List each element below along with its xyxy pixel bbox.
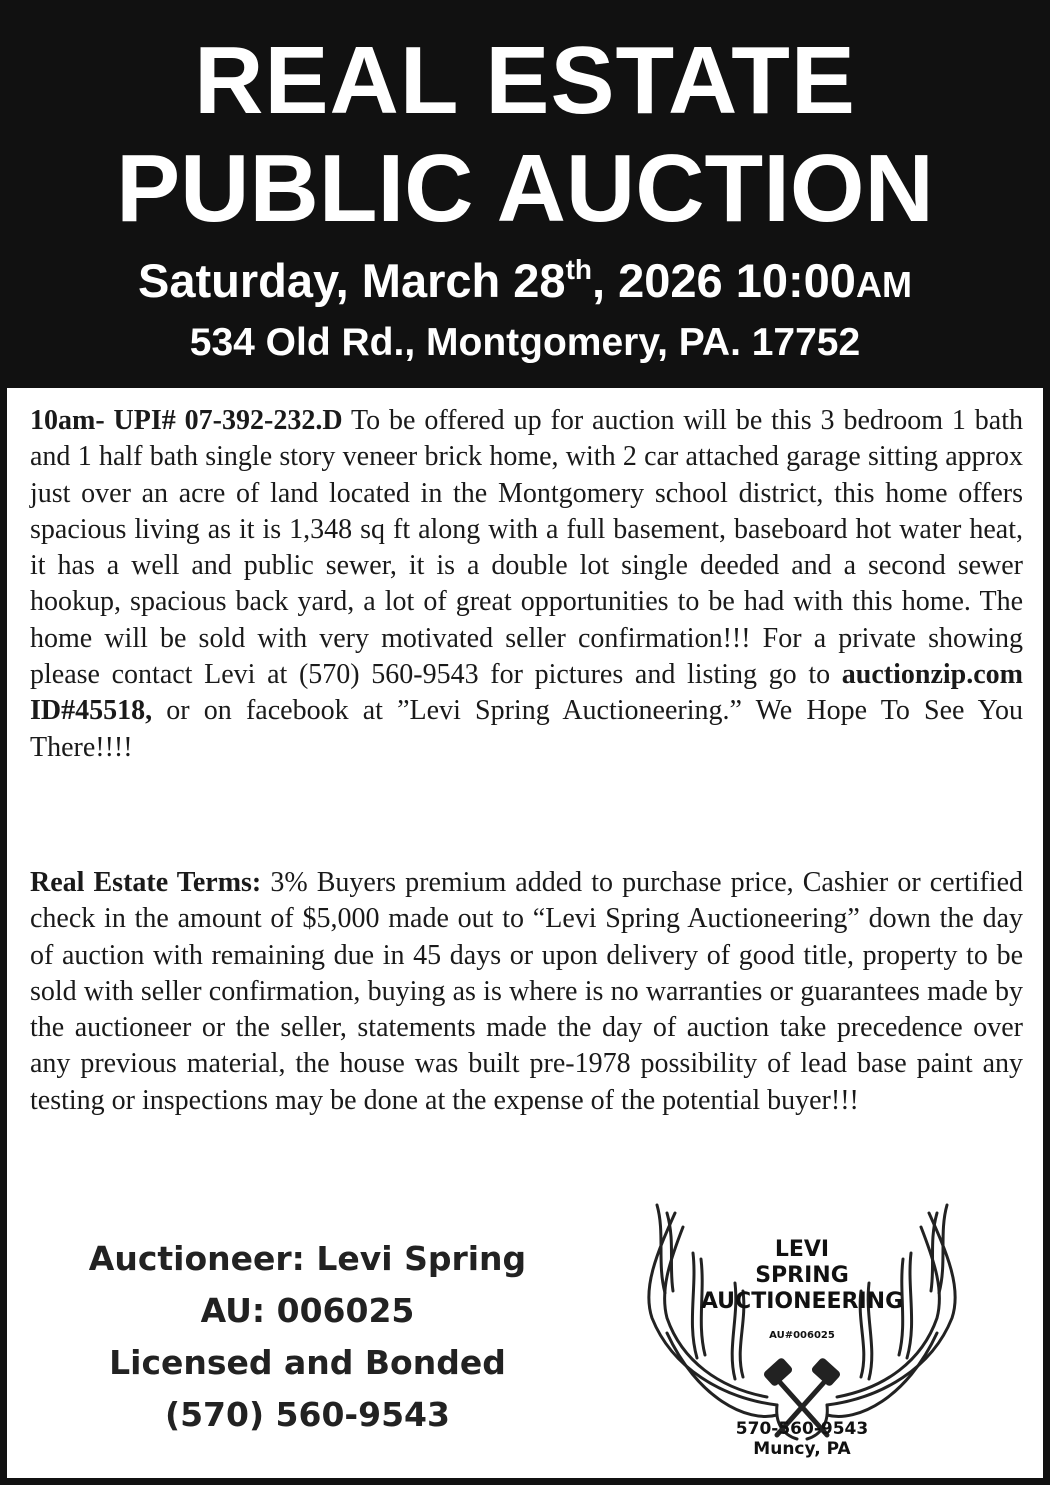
headline-public-auction: PUBLIC AUCTION <box>116 135 934 242</box>
auctioneer-license: AU: 006025 <box>200 1291 415 1330</box>
auctioneer-block <box>25 1233 590 1441</box>
levi-spring-logo <box>627 1183 977 1475</box>
description-closing: or on facebook at ”Levi Spring Auctioneering.” We Hope To See You There!!!! <box>30 695 1023 763</box>
logo-phone: 570-560-9543 <box>735 1419 869 1439</box>
logo-au-number: AU#006025 <box>769 1330 835 1341</box>
terms-lead: Real Estate Terms: <box>30 867 262 898</box>
real-estate-terms <box>30 865 1023 1119</box>
property-address: 534 Old Rd., Montgomery, PA. 17752 <box>189 321 861 364</box>
logo-auctioneering: AUCTIONEERING <box>700 1289 904 1314</box>
description-text: To be offered up for auction will be this 3 bedroom 1 bath and 1 half bath single story veneer brick home, with 2 car attached garage sitting approx just over an acre of land located in the Montgomery school district, this home offers spacious living as it is 1,348 sq ft along with a full basement, baseboard hot water heat, it has a well and public sewer, it is a double lot single deeded and a second sewer hookup, spacious back yard, a lot of great opportunities to be had with this home. The home will be sold with very motivated seller confirmation!!! For a private showing please contact Levi at (570) 560-9543 for pictures and listing go to <box>30 405 1023 691</box>
logo-city: Muncy, PA <box>753 1439 851 1459</box>
terms-text: 3% Buyers premium added to purchase price, Cashier or certified check in the amount of $5,000 made out to “Levi Spring Auctioneering” down the day of auction with remaining due in 45 days or upon delivery of good title, property to be sold with seller confirmation, buying as is where is no warranties or guarantees made by the auctioneer or the seller, statements made the day of auction take precedence over any previous material, the house was built pre-1978 possibility of lead base paint any testing or inspections may be done at the expense of the potential buyer!!! <box>30 867 1024 1116</box>
auctionzip-link: auctionzip.com ID#45518, <box>30 659 1023 727</box>
auctioneer-name: Auctioneer: Levi Spring <box>88 1239 527 1278</box>
property-description <box>30 403 1023 766</box>
auction-date <box>7 254 1043 307</box>
date-text: Saturday, March 28 <box>138 254 566 307</box>
upi-lead: 10am- UPI# 07-392-232.D <box>30 405 343 436</box>
logo-levi: LEVI <box>774 1237 830 1262</box>
date-ampm: AM <box>855 264 912 305</box>
logo-spring: SPRING <box>755 1263 849 1288</box>
header-banner <box>7 7 1043 388</box>
date-time: , 2026 10:00 <box>592 254 856 307</box>
date-ordinal: th <box>565 254 592 285</box>
auctioneer-phone: (570) 560-9543 <box>165 1395 450 1434</box>
auctioneer-status: Licensed and Bonded <box>109 1343 506 1382</box>
headline-real-estate: REAL ESTATE <box>194 27 856 134</box>
